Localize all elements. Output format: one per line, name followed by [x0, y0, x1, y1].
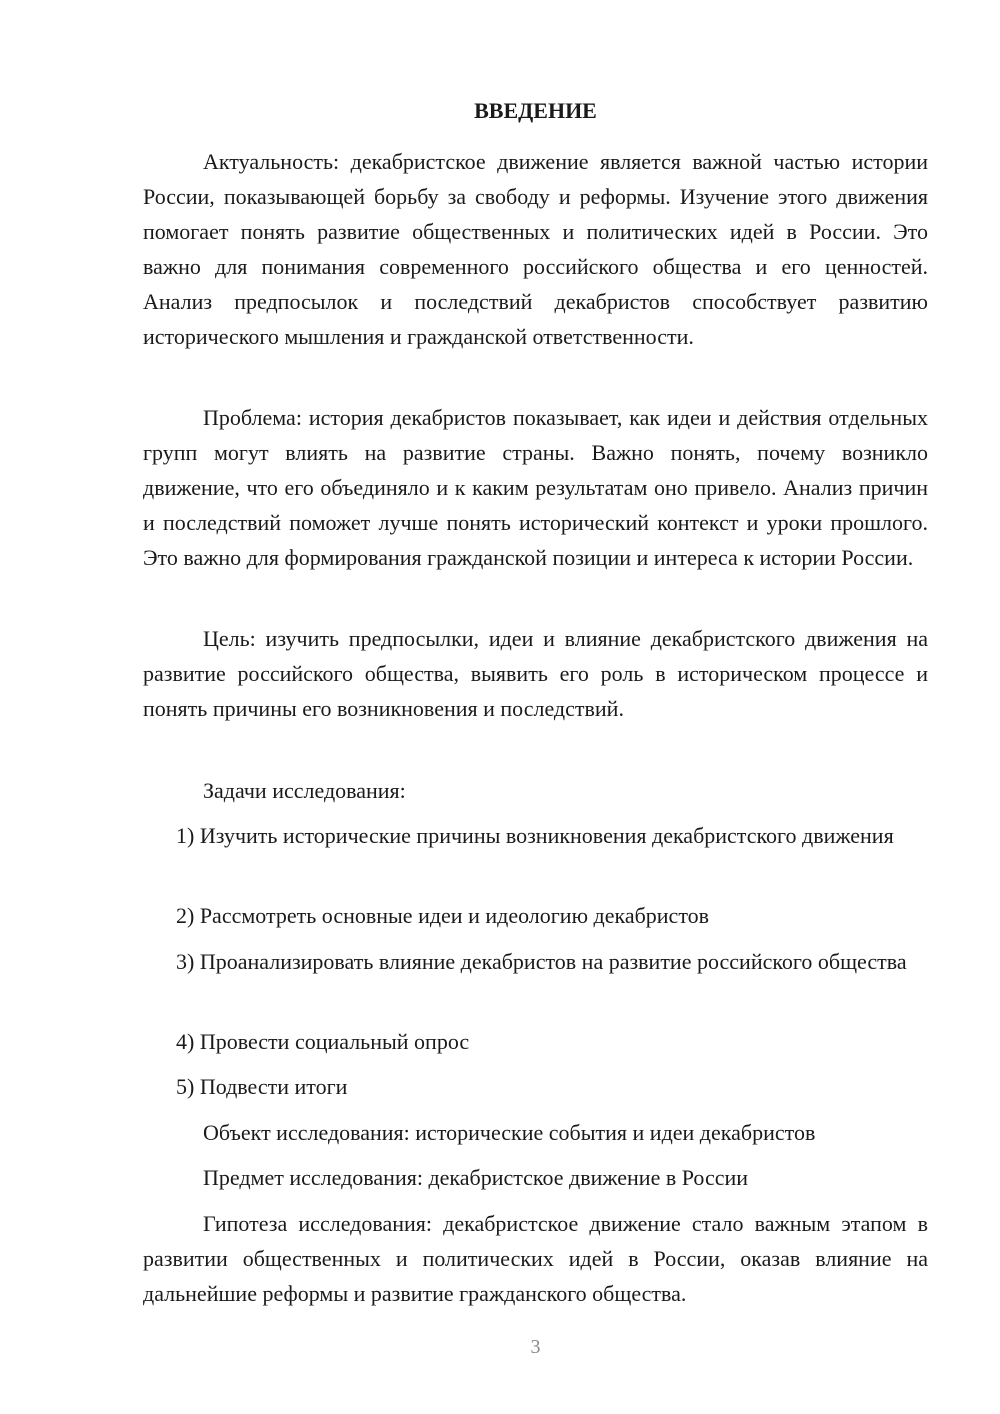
paragraph-goal: Цель: изучить предпосылки, идеи и влияние декабристского движения на развитие российского общества, выявить его роль в историческом процессе и понять причины его возникновения и последствий.: [143, 626, 928, 721]
task-item-2: 2) Рассмотреть основные идеи и идеологию декабристов: [176, 903, 710, 928]
task-item-5: 5) Подвести итоги: [176, 1074, 348, 1099]
paragraph-problem: Проблема: история декабристов показывает, как идеи и действия отдельных групп могут влиять на развитие страны. Важно понять, почему возникло движение, что его объединяло и к каким результатам оно привело. Анализ причин и последствий поможет лучше понять исторический контекст и уроки прошлого. Это важно для формирования гражданской позиции и интереса к истории России.: [143, 405, 928, 570]
task-item-3: 3) Проанализировать влияние декабристов на развитие российского общества: [176, 949, 907, 974]
tasks-title: Задачи исследования:: [203, 778, 406, 803]
task-item-1: 1) Изучить исторические причины возникновения декабристского движения: [176, 823, 894, 848]
page-title: ВВЕДЕНИЕ: [474, 98, 597, 123]
paragraph-object: Объект исследования: исторические события и идеи декабристов: [203, 1120, 816, 1145]
page-number: 3: [530, 1336, 541, 1358]
task-item-4: 4) Провести социальный опрос: [176, 1029, 470, 1054]
paragraph-hypothesis: Гипотеза исследования: декабристское движение стало важным этапом в развитии общественных и политических идей в России, оказав влияние на дальнейшие реформы и развитие гражданского общества.: [143, 1211, 928, 1306]
paragraph-subject: Предмет исследования: декабристское движение в России: [203, 1165, 749, 1190]
paragraph-relevance: Актуальность: декабристское движение является важной частью истории России, показывающей борьбу за свободу и реформы. Изучение этого движения помогает понять развитие общественных и политических идей в России. Это важно для понимания современного российского общества и его ценностей. Анализ предпосылок и последствий декабристов способствует развитию исторического мышления и гражданской ответственности.: [143, 149, 928, 349]
